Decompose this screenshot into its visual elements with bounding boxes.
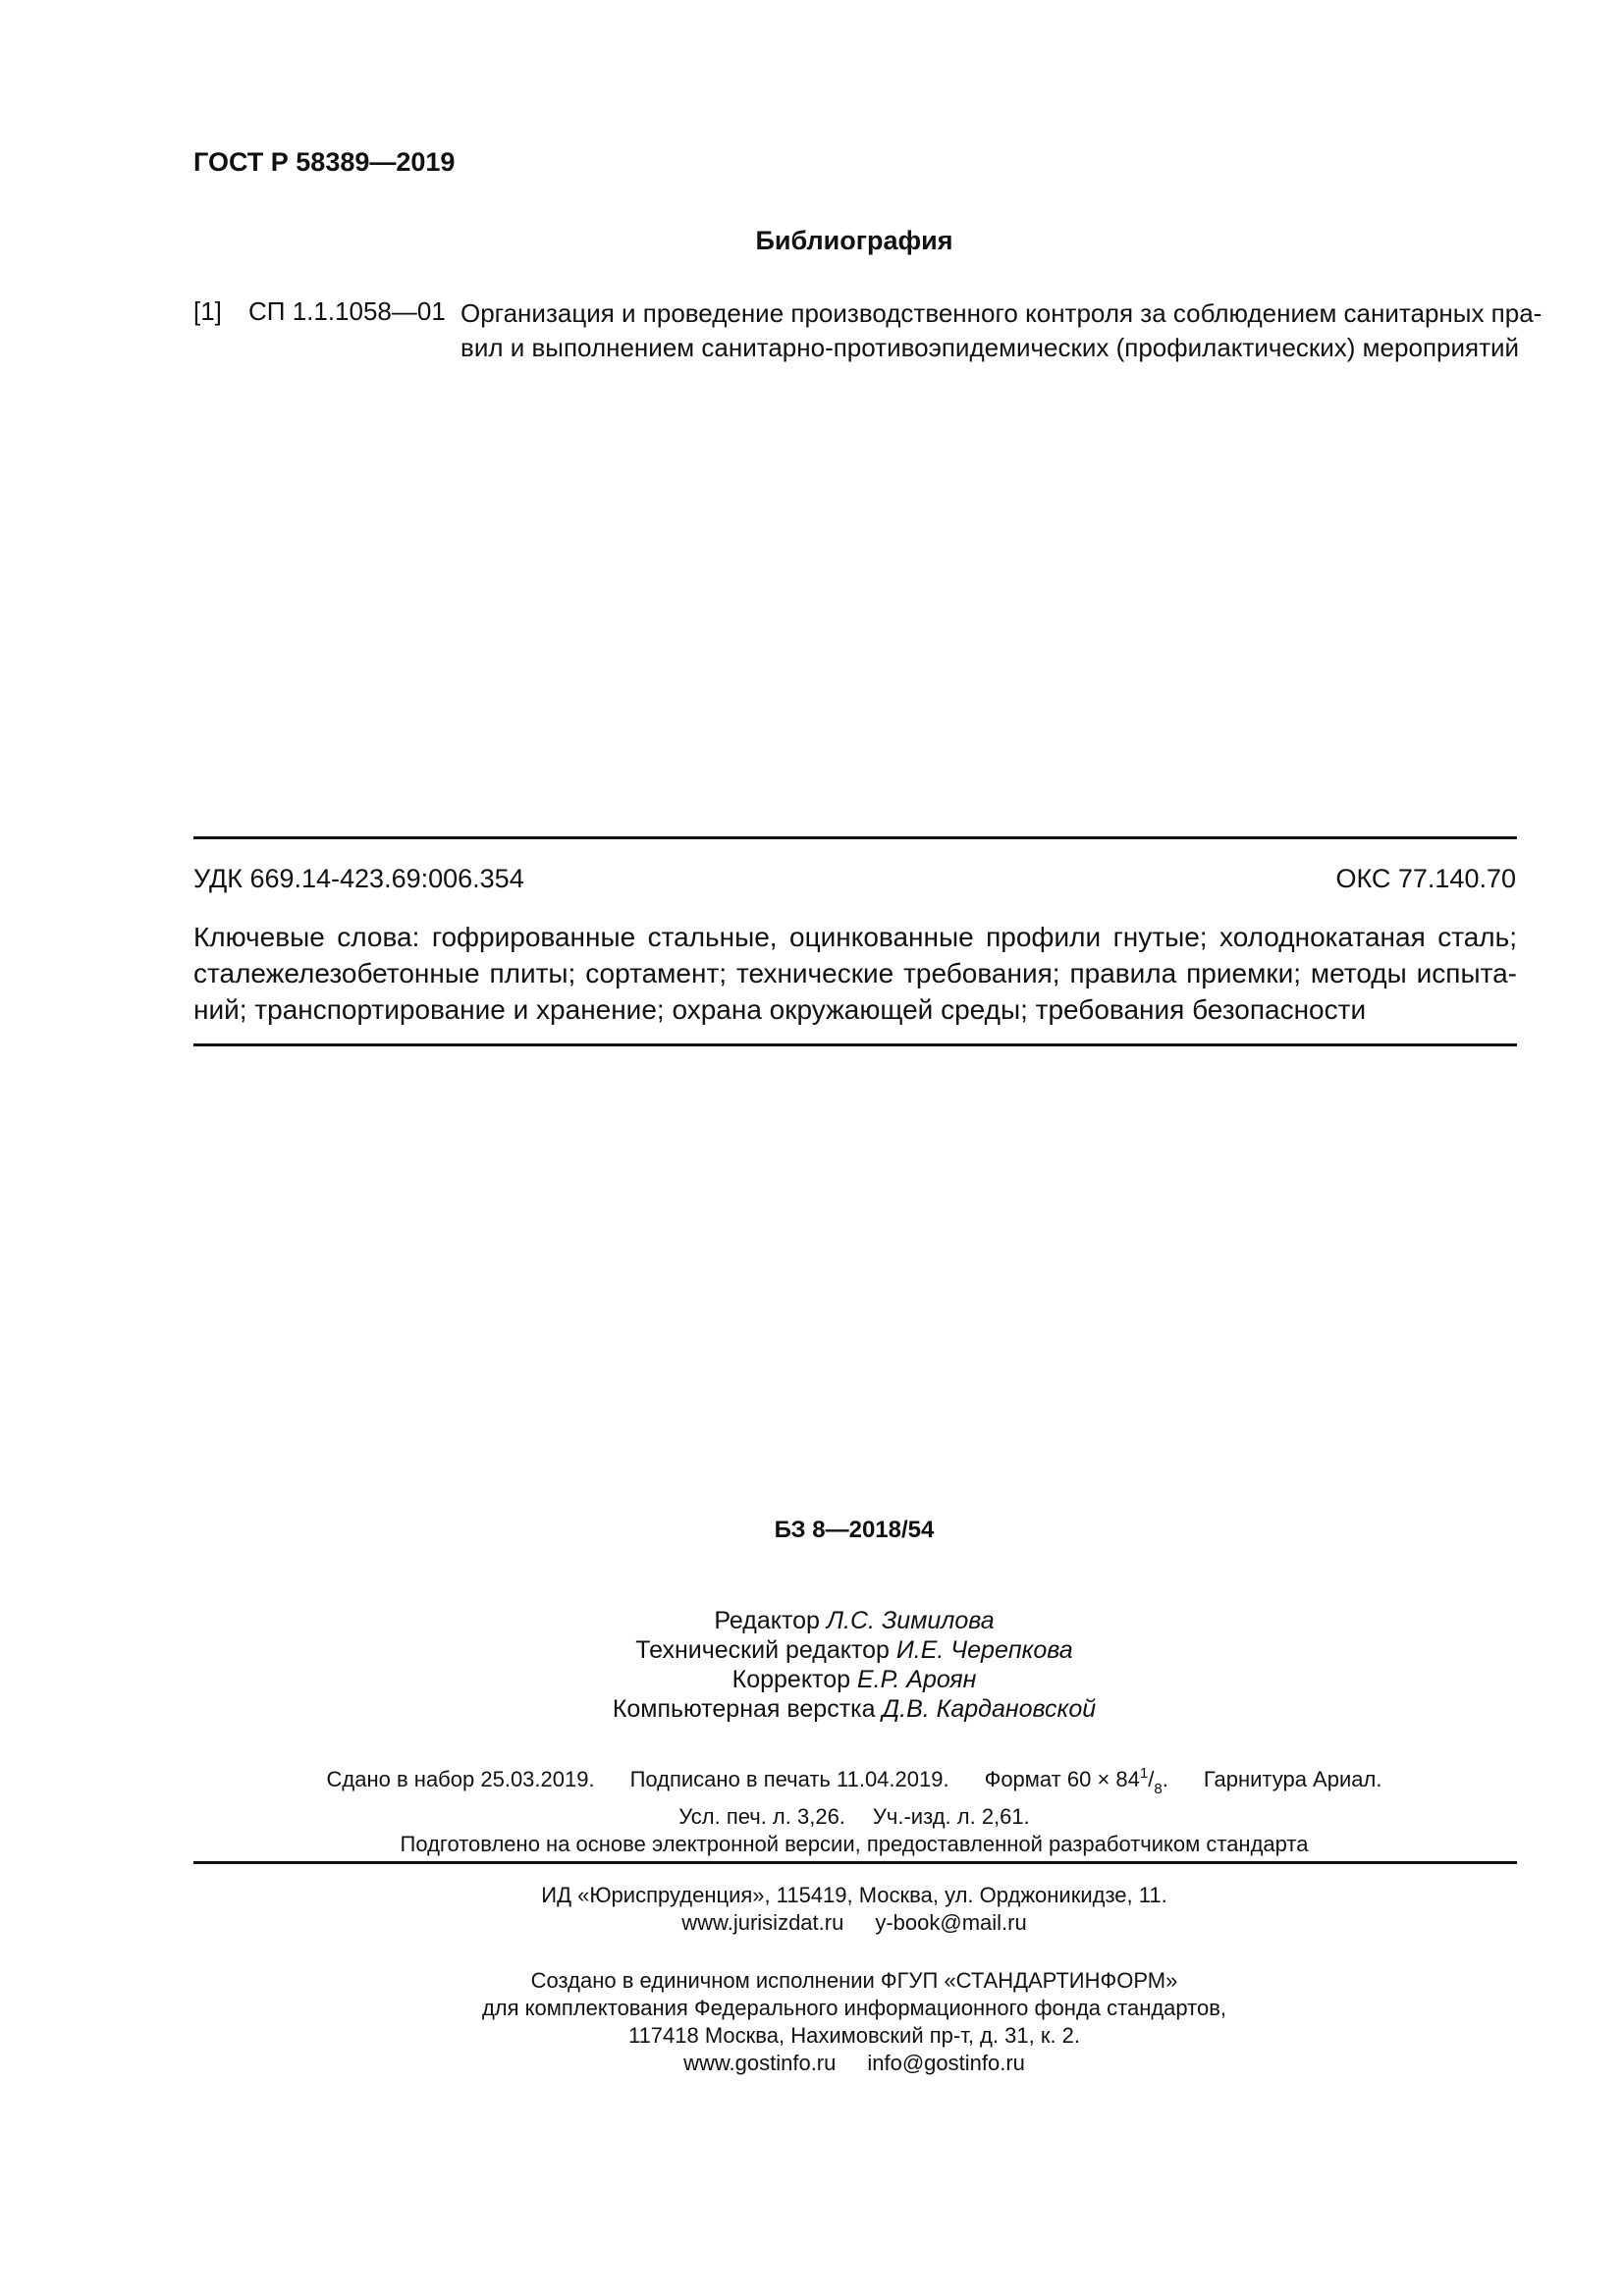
reference-text	[460, 296, 1543, 365]
imprint-prepared: Подготовлено на основе электронной версии, предоставленной разработчиком стандарта	[400, 1832, 1309, 1856]
created-website: www.gostinfo.ru	[683, 2051, 837, 2075]
created-contacts	[0, 2050, 1624, 2077]
divider-top	[193, 836, 1517, 839]
keywords-line: ний; транспортирование и хранение; охрана окружающей среды; требования безопасности	[193, 994, 1367, 1025]
document-code: ГОСТ Р 58389—2019	[193, 147, 456, 177]
reference-code: СП 1.1.1058—01	[248, 296, 446, 326]
created-line: 117418 Москва, Нахимовский пр-т, д. 31, к. 2.	[627, 2023, 1081, 2048]
created-line: для комплектования Федерального информационного фонда стандартов,	[481, 1996, 1227, 2020]
divider-bottom	[193, 1861, 1517, 1864]
created-block	[0, 1967, 1624, 2077]
publisher-block	[0, 1882, 1624, 1937]
credit-layout: Компьютерная верстка Д.В. Кардановской	[612, 1695, 1097, 1723]
imprint-signed: Подписано в печать 11.04.2019.	[629, 1767, 949, 1791]
imprint-font: Гарнитура Ариал.	[1203, 1767, 1382, 1791]
created-email: info@gostinfo.ru	[867, 2051, 1025, 2075]
udk-code: УДК 669.14-423.69:006.354	[193, 864, 524, 893]
imprint-print-sheets: Усл. печ. л. 3,26.	[678, 1804, 845, 1829]
credits-block	[0, 1606, 1624, 1724]
publisher-website: www.jurisizdat.ru	[681, 1910, 844, 1935]
imprint-pub-sheets: Уч.-изд. л. 2,61.	[872, 1804, 1030, 1829]
credit-tech-editor: Технический редактор И.Е. Черепкова	[635, 1636, 1073, 1664]
reference-text-line: вил и выполнением санитарно-противоэпидемических (профилактических) мероприятий	[460, 333, 1520, 362]
oks-code: ОКС 77.140.70	[1335, 864, 1516, 893]
reference-number: [1]	[193, 296, 222, 326]
credit-editor: Редактор Л.С. Зимилова	[714, 1607, 995, 1634]
keywords-line: сталежелезобетонные плиты; сортамент; технические требования; правила приемки; методы испыта-	[193, 958, 1517, 988]
divider-middle	[193, 1043, 1517, 1046]
publisher-email: y-book@mail.ru	[875, 1910, 1027, 1935]
reference-text-line: Организация и проведение производственного контроля за соблюдением санитарных пра-	[460, 298, 1543, 328]
bz-number: БЗ 8—2018/54	[774, 1517, 935, 1543]
bibliography-title: Библиография	[755, 226, 953, 255]
keywords-block	[193, 919, 1517, 1028]
imprint-format: Формат $60 \times 84^1/_8$.	[984, 1765, 1168, 1797]
imprint-block	[0, 1760, 1624, 1858]
publisher-address: ИД «Юриспруденция», 115419, Москва, ул. Орджоникидзе, 11.	[541, 1883, 1167, 1907]
imprint-row	[0, 1803, 1624, 1831]
imprint-row	[0, 1760, 1624, 1803]
keywords-line: Ключевые слова: гофрированные стальные, оцинкованные профили гнутые; холоднокатаная сталь;	[193, 922, 1517, 952]
publisher-contacts	[0, 1909, 1624, 1937]
created-line: Создано в единичном исполнении ФГУП «СТАНДАРТИНФОРМ»	[530, 1968, 1178, 1993]
imprint-typeset: Сдано в набор 25.03.2019.	[326, 1767, 595, 1791]
credit-proofreader: Корректор Е.Р. Ароян	[731, 1666, 977, 1693]
